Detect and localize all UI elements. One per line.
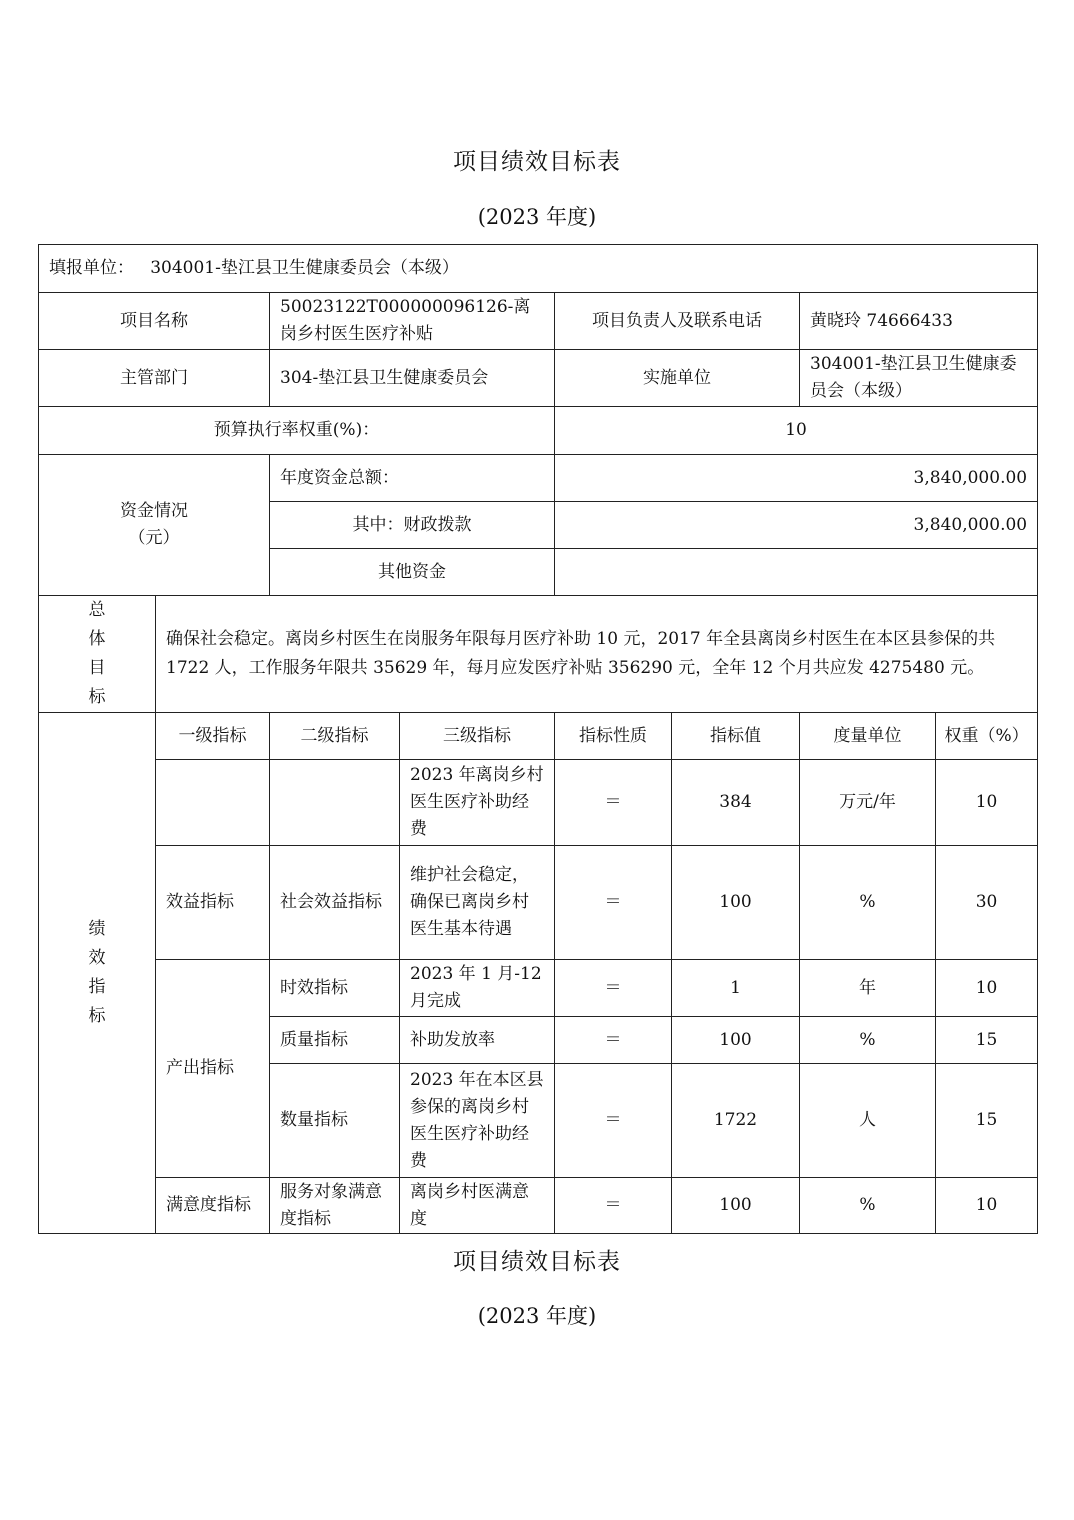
- goal-text: 确保社会稳定。离岗乡村医生在岗服务年限每月医疗补助 10 元，2017 年全县离岗乡村医生在本区县参保的共 1722 人，工作服务年限共 35629 年，每月应发医疗补贴 356290 元，全年 12 个月共应发 4275480 元。: [156, 596, 1038, 713]
- indicator-l3: 离岗乡村医满意度: [400, 1178, 555, 1234]
- indicator-unit: %: [800, 1017, 936, 1064]
- funds-other-value: [555, 549, 1038, 596]
- funds-total-label: 年度资金总额：: [270, 455, 555, 502]
- indicator-l2: 数量指标: [270, 1064, 400, 1178]
- funds-other-label: 其他资金: [270, 549, 555, 596]
- indicator-unit: %: [800, 846, 936, 960]
- indicator-weight: 30: [936, 846, 1038, 960]
- indicator-l1: 满意度指标: [156, 1178, 270, 1234]
- indicator-l3: 2023 年在本区县参保的离岗乡村医生医疗补助经费: [400, 1064, 555, 1178]
- indicator-unit: 万元/年: [800, 760, 936, 846]
- page-title: 项目绩效目标表: [453, 149, 621, 175]
- unit-row: [39, 245, 1038, 293]
- impl-value: 304001-垫江县卫生健康委员会（本级）: [800, 350, 1038, 407]
- table-row: [39, 1178, 1038, 1234]
- indicator-value: 100: [672, 1017, 800, 1064]
- table-row: [39, 760, 1038, 846]
- page-year: (2023 年度): [477, 205, 597, 229]
- funds-label: 资金情况（元）: [39, 455, 270, 596]
- impl-label: 实施单位: [555, 350, 800, 407]
- header-weight: 权重（%）: [936, 713, 1038, 760]
- indicator-weight: 15: [936, 1017, 1038, 1064]
- indicator-l2: 质量指标: [270, 1017, 400, 1064]
- indicator-nature: ＝: [555, 1178, 672, 1234]
- indicator-l2: [270, 760, 400, 846]
- dept-label: 主管部门: [39, 350, 270, 407]
- indicator-weight: 15: [936, 1064, 1038, 1178]
- manager-label: 项目负责人及联系电话: [555, 293, 800, 350]
- header-l1: 一级指标: [156, 713, 270, 760]
- indicator-value: 100: [672, 846, 800, 960]
- indicator-unit: %: [800, 1178, 936, 1234]
- indicator-value: 1722: [672, 1064, 800, 1178]
- indicator-l3: 补助发放率: [400, 1017, 555, 1064]
- budget-weight-value: 10: [555, 407, 1038, 455]
- indicator-weight: 10: [936, 760, 1038, 846]
- performance-table: [38, 244, 1038, 1234]
- header-value: 指标值: [672, 713, 800, 760]
- next-page-year: (2023 年度): [477, 1304, 597, 1328]
- indicator-l2: 时效指标: [270, 960, 400, 1017]
- indicator-nature: ＝: [555, 1017, 672, 1064]
- goal-label: 总体目标: [39, 596, 156, 713]
- unit-label: 填报单位：: [49, 258, 134, 278]
- header-l3: 三级指标: [400, 713, 555, 760]
- project-name-label: 项目名称: [39, 293, 270, 350]
- funds-fiscal-label: 其中：财政拨款: [270, 502, 555, 549]
- indicator-l3: 2023 年离岗乡村医生医疗补助经费: [400, 760, 555, 846]
- indicator-l2: 社会效益指标: [270, 846, 400, 960]
- budget-weight-label: 预算执行率权重(%)：: [39, 407, 555, 455]
- project-name-value: 50023122T000000096126-离岗乡村医生医疗补贴: [270, 293, 555, 350]
- indicator-l3: 2023 年 1 月-12 月完成: [400, 960, 555, 1017]
- indicator-nature: ＝: [555, 1064, 672, 1178]
- indicator-l1: [156, 760, 270, 846]
- indicator-l1: 效益指标: [156, 846, 270, 960]
- indicator-weight: 10: [936, 960, 1038, 1017]
- indicator-nature: ＝: [555, 960, 672, 1017]
- header-unit: 度量单位: [800, 713, 936, 760]
- indicator-l3: 维护社会稳定，确保已离岗乡村医生基本待遇: [400, 846, 555, 960]
- perf-label: 绩效指标: [39, 713, 156, 1234]
- indicator-l2: 服务对象满意度指标: [270, 1178, 400, 1234]
- table-row: [39, 846, 1038, 960]
- next-page-title: 项目绩效目标表: [453, 1249, 621, 1275]
- unit-value: 304001-垫江县卫生健康委员会（本级）: [150, 258, 459, 278]
- funds-total-value: 3,840,000.00: [555, 455, 1038, 502]
- indicator-nature: ＝: [555, 846, 672, 960]
- header-nature: 指标性质: [555, 713, 672, 760]
- indicator-unit: 人: [800, 1064, 936, 1178]
- indicator-value: 384: [672, 760, 800, 846]
- indicator-unit: 年: [800, 960, 936, 1017]
- manager-value: 黄晓玲 74666433: [800, 293, 1038, 350]
- header-l2: 二级指标: [270, 713, 400, 760]
- indicator-nature: ＝: [555, 760, 672, 846]
- indicator-value: 1: [672, 960, 800, 1017]
- indicator-l1: 产出指标: [156, 960, 270, 1178]
- indicator-value: 100: [672, 1178, 800, 1234]
- indicator-weight: 10: [936, 1178, 1038, 1234]
- dept-value: 304-垫江县卫生健康委员会: [270, 350, 555, 407]
- funds-fiscal-value: 3,840,000.00: [555, 502, 1038, 549]
- table-row: [39, 960, 1038, 1017]
